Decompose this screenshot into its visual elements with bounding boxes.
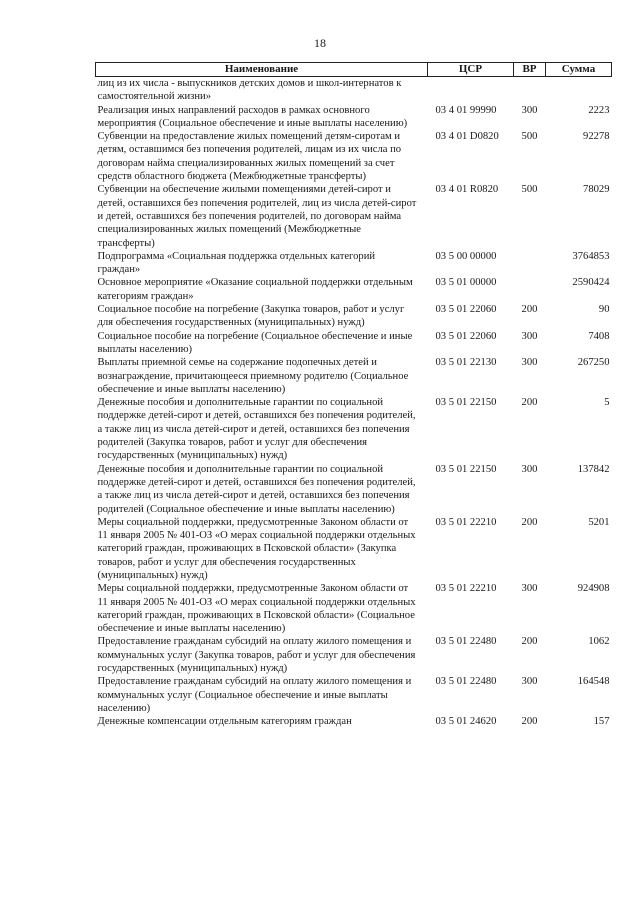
- table-row: [96, 303, 612, 330]
- table-row: [96, 130, 612, 183]
- table-row: [96, 516, 612, 582]
- cell-sum: 1062: [588, 636, 610, 648]
- cell-sum: 78029: [583, 184, 610, 196]
- cell-name: Денежные компенсации отдельным категориям граждан: [97, 716, 352, 728]
- cell-sum: 5: [604, 397, 610, 409]
- cell-name: Субвенции на предоставление жилых помещений детям-сиротам и детям, оставшимся без попечения родителей, лицам из их числа по договорам найма специализированных жилых помещений за счет средств областного бюджета (Межбюджетные трансферты): [97, 131, 402, 183]
- cell-name: лиц из их числа - выпускников детских домов и школ-интернатов к самостоятельной жизни»: [97, 78, 402, 103]
- table-row: [96, 250, 612, 277]
- cell-csr: 03 5 01 24620: [435, 716, 497, 728]
- table-row: [96, 396, 612, 462]
- table-header-row: [96, 63, 612, 77]
- cell-csr: 03 5 01 22480: [435, 636, 497, 648]
- table-row: [96, 356, 612, 396]
- table-row: [96, 183, 612, 249]
- column-header-sum: Сумма: [546, 63, 612, 77]
- cell-name: Меры социальной поддержки, предусмотренные Законом области от 11 января 2005 № 401-ОЗ «О мерах социальной поддержки отдельных категорий граждан, проживающих в Псковской области» (Закупка товаров, работ и услуг для обеспечения государственных (муниципальных) нужд): [97, 516, 416, 581]
- cell-csr: 03 5 01 22130: [435, 357, 497, 369]
- cell-csr: 03 5 01 22060: [435, 330, 497, 342]
- cell-name: Меры социальной поддержки, предусмотренные Законом области от 11 января 2005 № 401-ОЗ «О мерах социальной поддержки отдельных категорий граждан, проживающих в Псковской области» (Социальное обеспечение и иные выплаты населению): [97, 583, 416, 635]
- cell-vr: [514, 250, 546, 277]
- page-number: 18: [314, 36, 326, 50]
- cell-name: Предоставление гражданам субсидий на оплату жилого помещения и коммунальных услуг (Социальное обеспечение и иные выплаты населению): [97, 676, 412, 714]
- cell-sum: [546, 77, 612, 104]
- cell-sum: 137842: [577, 463, 610, 475]
- cell-csr: 03 5 01 22060: [435, 304, 497, 316]
- cell-vr: 500: [521, 184, 538, 196]
- cell-name: Социальное пособие на погребение (Социальное обеспечение и иные выплаты населению): [97, 330, 413, 355]
- cell-sum: 7408: [588, 330, 610, 342]
- cell-vr: 300: [521, 357, 538, 369]
- cell-csr: 03 4 01 D0820: [435, 131, 499, 143]
- cell-csr: [428, 77, 514, 104]
- cell-sum: 267250: [577, 357, 610, 369]
- cell-sum: 157: [593, 716, 610, 728]
- cell-vr: 200: [521, 304, 538, 316]
- cell-csr: 03 5 01 22210: [435, 516, 497, 528]
- cell-name: Подпрограмма «Социальная поддержка отдельных категорий граждан»: [97, 250, 376, 276]
- cell-vr: [514, 276, 546, 303]
- cell-vr: 300: [521, 104, 538, 116]
- budget-table: [95, 62, 612, 729]
- column-header-vr: ВР: [514, 63, 546, 77]
- table-row: [96, 463, 612, 516]
- column-header-csr: ЦСР: [428, 63, 514, 77]
- cell-name: Основное мероприятие «Оказание социальной поддержки отдельным категориям граждан»: [97, 277, 413, 302]
- cell-sum: 924908: [577, 583, 610, 595]
- table-row: [96, 104, 612, 131]
- cell-name: Денежные пособия и дополнительные гарантии по социальной поддержке детей-сирот и детей, оставшихся без попечения родителей, а также лиц из числа детей-сирот и детей, оставшихся без попечения родителей (Закупка товаров, работ и услуг для обеспечения государственных (муниципальных) нужд): [97, 397, 416, 462]
- table-row: [96, 715, 612, 728]
- cell-csr: 03 4 01 99990: [435, 104, 497, 116]
- cell-name: Субвенции на обеспечение жилыми помещениями детей-сирот и детей, оставшихся без попечения родителей, лиц из числа детей-сирот и детей, оставшихся без попечения родителей, по договорам найма специализированных жилых помещений (Межбюджетные трансферты): [97, 184, 417, 249]
- column-header-name: Наименование: [96, 63, 428, 77]
- cell-vr: 200: [521, 716, 538, 728]
- cell-csr: 03 5 01 22150: [435, 397, 497, 409]
- cell-csr: 03 4 01 R0820: [435, 184, 499, 196]
- cell-sum: 164548: [577, 676, 610, 688]
- cell-vr: 300: [521, 463, 538, 475]
- cell-sum: 3764853: [572, 250, 610, 262]
- cell-vr: 500: [521, 131, 538, 143]
- table-row: [96, 77, 612, 104]
- table-body: [96, 77, 612, 729]
- cell-vr: 300: [521, 583, 538, 595]
- cell-name: Социальное пособие на погребение (Закупка товаров, работ и услуг для обеспечения государственных (муниципальных) нужд): [97, 304, 405, 329]
- cell-csr: 03 5 01 00000: [435, 277, 497, 289]
- cell-sum: 2590424: [572, 277, 610, 289]
- cell-sum: 90: [598, 304, 610, 316]
- cell-name: Реализация иных направлений расходов в рамках основного мероприятия (Социальное обеспечение и иные выплаты населению): [97, 104, 408, 129]
- table-row: [96, 635, 612, 675]
- cell-csr: 03 5 01 22210: [435, 583, 497, 595]
- cell-csr: 03 5 00 00000: [435, 250, 497, 262]
- cell-sum: 5201: [588, 516, 610, 528]
- table-row: [96, 276, 612, 303]
- cell-vr: 200: [521, 397, 538, 409]
- cell-vr: 300: [521, 330, 538, 342]
- table-row: [96, 330, 612, 357]
- cell-vr: 300: [521, 676, 538, 688]
- cell-vr: [514, 77, 546, 104]
- table-row: [96, 582, 612, 635]
- table-row: [96, 675, 612, 715]
- cell-name: Денежные пособия и дополнительные гарантии по социальной поддержке детей-сирот и детей, оставшихся без попечения родителей, а также лиц из числа детей-сирот и детей, оставшихся без попечения родителей (Социальное обеспечение и иные выплаты населению): [97, 463, 416, 515]
- cell-sum: 92278: [583, 131, 610, 143]
- cell-csr: 03 5 01 22480: [435, 676, 497, 688]
- cell-csr: 03 5 01 22150: [435, 463, 497, 475]
- cell-vr: 200: [521, 636, 538, 648]
- cell-sum: 2223: [588, 104, 610, 116]
- cell-vr: 200: [521, 516, 538, 528]
- cell-name: Предоставление гражданам субсидий на оплату жилого помещения и коммунальных услуг (Закупка товаров, работ и услуг для обеспечения государственных (муниципальных) нужд): [97, 636, 416, 675]
- cell-name: Выплаты приемной семье на содержание подопечных детей и вознаграждение, причитающееся приемному родителю (Социальное обеспечение и иные выплаты населению): [97, 357, 409, 395]
